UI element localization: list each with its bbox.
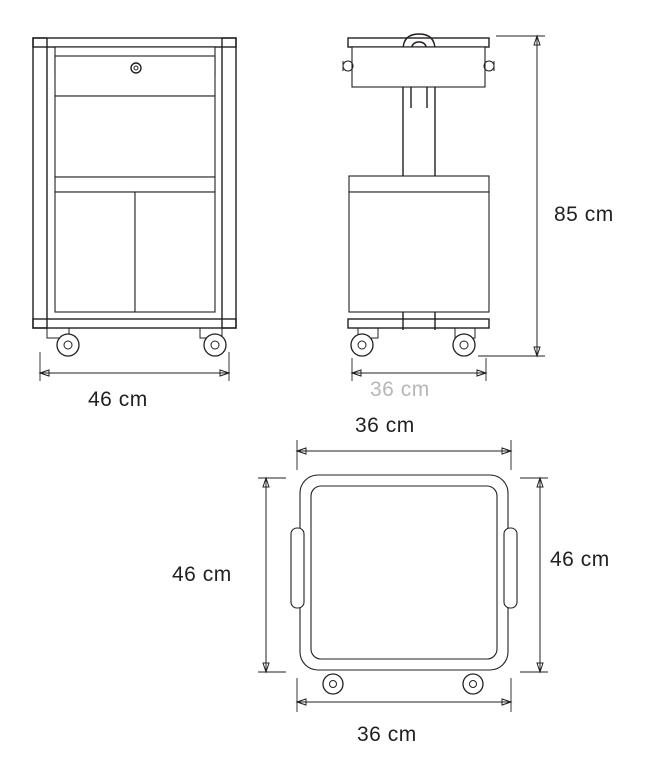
dimension-label-side-depth: 36 cm (370, 378, 430, 401)
castor-top-right (463, 674, 483, 694)
dimension-label-overall-height: 85 cm (554, 203, 614, 226)
dimension-label-top-depth-left: 46 cm (172, 563, 232, 586)
castor-side-left (351, 334, 373, 356)
castor-front-right (204, 334, 226, 356)
castor-front-left (57, 334, 79, 356)
castor-top-left (323, 674, 343, 694)
dimension-label-top-depth-right: 46 cm (550, 548, 610, 571)
side-view (343, 34, 545, 381)
dimension-label-top-width-bottom: 36 cm (357, 723, 417, 746)
top-view (258, 440, 548, 712)
dimension-label-top-width: 36 cm (355, 414, 415, 437)
front-view (33, 38, 236, 381)
dimension-label-front-width: 46 cm (88, 388, 148, 411)
castor-side-right (453, 334, 475, 356)
